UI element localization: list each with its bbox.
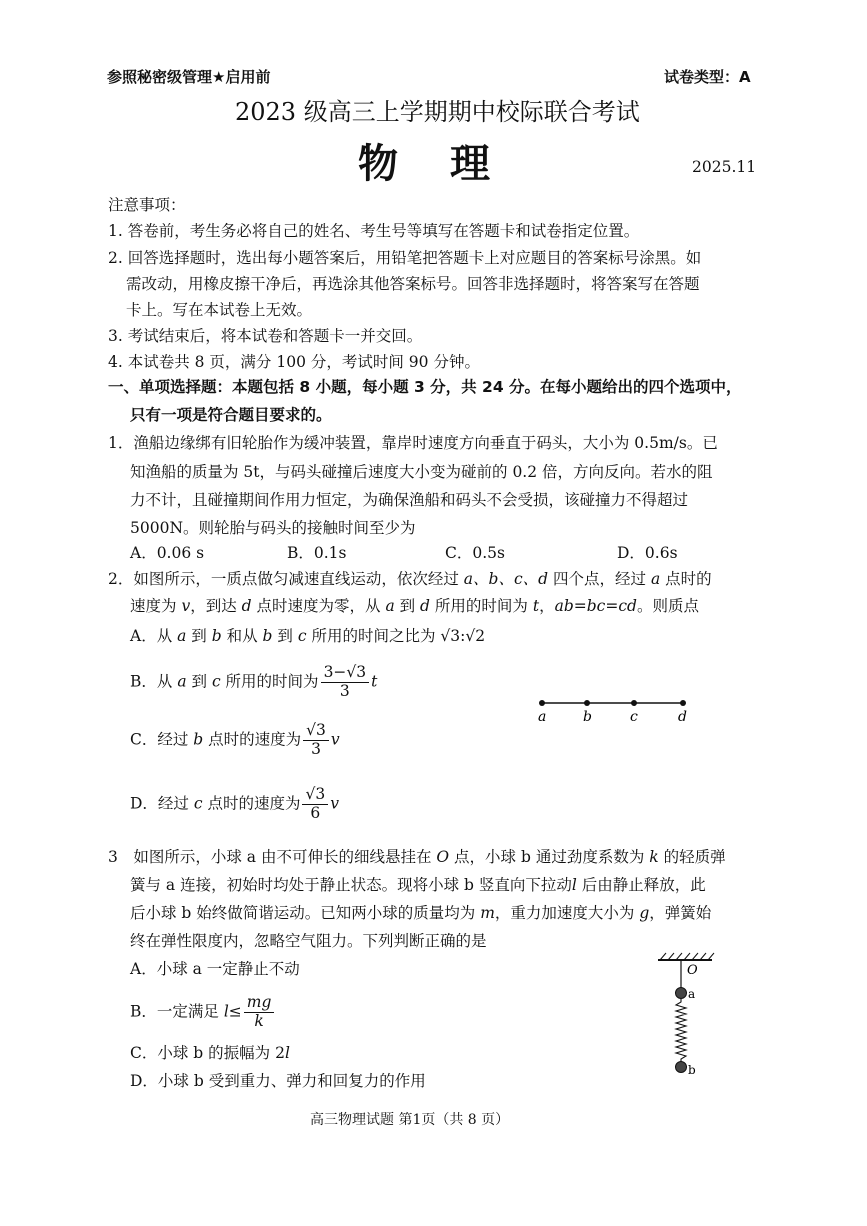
point-d xyxy=(680,700,686,706)
label-O: O xyxy=(687,963,698,978)
q3-spring-diagram xyxy=(650,950,720,1080)
q1-line1: 1．渔船边缘绑有旧轮胎作为缓冲装置，靠岸时速度方向垂直于码头，大小为 0.5m/s。已 xyxy=(108,434,718,452)
ceiling xyxy=(658,953,714,960)
q3-option-a: A．小球 a 一定静止不动 xyxy=(130,960,300,978)
q1-line2: 知渔船的质量为 5t，与码头碰撞后速度大小变为碰前的 0.2 倍，方向反向。若水的阻 xyxy=(130,463,713,481)
q1-option-d: D．0.6s xyxy=(617,544,678,562)
point-a xyxy=(539,700,545,706)
q3-line4: 终在弹性限度内，忽略空气阻力。下列判断正确的是 xyxy=(130,932,487,950)
q2-option-c-fraction: $\frac{√3}{3}$ xyxy=(303,722,329,759)
point-c xyxy=(631,700,637,706)
q2-motion-diagram xyxy=(530,694,700,726)
q2-line1: 2．如图所示，一质点做匀减速直线运动，依次经过 a、b、c、d 四个点，经过 a 点时的 xyxy=(108,570,712,588)
q2-option-d: D．经过 c 点时的速度为 $\frac{√3}{6}$ v xyxy=(130,785,339,822)
q2-line2: 速度为 v，到达 d 点时速度为零，从 a 到 d 所用的时间为 t，ab=bc=cd。则质点 xyxy=(130,597,699,615)
q2-option-b: B．从 a 到 c 所用的时间为 $\frac{3-√3}{3}$ t xyxy=(130,663,378,700)
label-ball-a: a xyxy=(688,987,696,1001)
label-ball-b: b xyxy=(688,1063,696,1077)
note-4: 4. 本试卷共 8 页，满分 100 分，考试时间 90 分钟。 xyxy=(108,353,480,371)
page-footer: 高三物理试题 第1页（共 8 页） xyxy=(310,1112,510,1128)
q2-option-c: C．经过 b 点时的速度为 $\frac{√3}{3}$ v xyxy=(130,721,340,758)
ball-b xyxy=(676,1062,687,1073)
q3-option-b-fraction: $\frac{mg}{k}$ xyxy=(244,994,275,1031)
exam-date: 2025.11 xyxy=(692,158,757,176)
q3-option-c: C．小球 b 的振幅为 2l xyxy=(130,1044,290,1062)
q3-option-b: B．一定满足 l≤ $\frac{mg}{k}$ xyxy=(130,994,276,1031)
label-c: c xyxy=(630,709,638,725)
paper-type-label: 试卷类型：A xyxy=(664,68,751,86)
section1-heading-line1: 一、单项选择题：本题包括 8 小题，每小题 3 分，共 24 分。在每小题给出的四个选项中， xyxy=(108,378,742,396)
q2-option-a: A．从 a 到 b 和从 b 到 c 所用的时间之比为 √3:√2 xyxy=(130,627,486,645)
q1-option-a: A．0.06 s xyxy=(130,544,205,562)
q1-option-c: C．0.5s xyxy=(445,544,505,562)
note-3: 3. 考试结束后，将本试卷和答题卡一并交回。 xyxy=(108,327,423,345)
q1-line3: 力不计，且碰撞期间作用力恒定，为确保渔船和码头不会受损，该碰撞力不得超过 xyxy=(130,491,689,509)
confidential-label: 参照秘密级管理★启用前 xyxy=(107,68,271,86)
q3-line2: 簧与 a 连接，初始时均处于静止状态。现将小球 b 竖直向下拉动l 后由静止释放，此 xyxy=(130,876,706,894)
label-b: b xyxy=(583,709,592,725)
q2-option-b-fraction: $\frac{3-√3}{3}$ xyxy=(321,664,370,701)
label-d: d xyxy=(678,709,687,725)
note-1: 1. 答卷前，考生务必将自己的姓名、考生号等填写在答题卡和试卷指定位置。 xyxy=(108,222,640,240)
q3-option-d: D．小球 b 受到重力、弹力和回复力的作用 xyxy=(130,1072,426,1090)
q1-option-b: B．0.1s xyxy=(287,544,347,562)
q1-line4: 5000N。则轮胎与码头的接触时间至少为 xyxy=(130,519,416,537)
note-2-line2: 需改动，用橡皮擦干净后，再选涂其他答案标号。回答非选择题时，将答案写在答题 xyxy=(126,275,700,293)
q3-line3: 后小球 b 始终做简谐运动。已知两小球的质量均为 m，重力加速度大小为 g，弹簧始 xyxy=(130,904,712,922)
q2-option-d-fraction: $\frac{√3}{6}$ xyxy=(302,786,328,823)
point-b xyxy=(584,700,590,706)
section1-heading-line2: 只有一项是符合题目要求的。 xyxy=(130,406,332,424)
q3-line1: 3 如图所示，小球 a 由不可伸长的细线悬挂在 O 点，小球 b 通过劲度系数为 k 的轻质弹 xyxy=(108,848,726,866)
note-2-line3: 卡上。写在本试卷上无效。 xyxy=(126,301,313,319)
spring xyxy=(676,999,686,1062)
subject-title: 物 理 xyxy=(358,140,496,187)
label-a: a xyxy=(538,709,547,725)
ball-a xyxy=(676,988,687,999)
notes-heading: 注意事项： xyxy=(108,196,186,214)
note-2-line1: 2. 回答选择题时，选出每小题答案后，用铅笔把答题卡上对应题目的答案标号涂黑。如 xyxy=(108,249,702,267)
exam-title: 2023 级高三上学期期中校际联合考试 xyxy=(235,98,640,126)
